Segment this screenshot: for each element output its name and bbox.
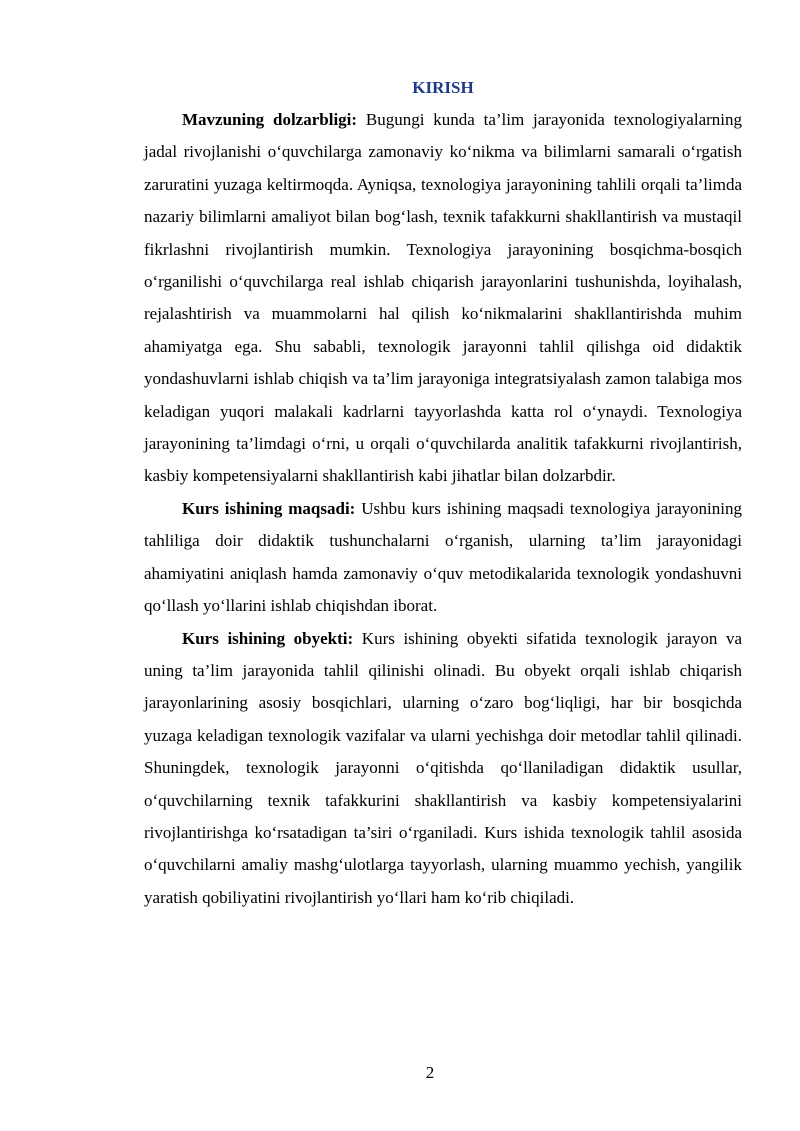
section-relevance-heading: Mavzuning dolzarbligi: [182, 110, 358, 129]
section-relevance-text: Bugungi kunda ta’lim jarayonida texnologiyalarning jadal rivojlanishi o‘quvchilarga zamonaviy ko‘nikma va bilimlarni samarali o‘rgatish zaruratini yuzaga keltirmoqda. Ayniqsa, texnologiya jarayonining tahlili orqali ta’limda nazariy bilimlarni amaliyot bilan bog‘lash, texnik tafakkurni shakllantirish va mustaqil fikrlashni rivojlantirish mumkin. Texnologiya jarayonining bosqichma-bosqich o‘rganilishi o‘quvchilarga real ishlab chiqarish jarayonlarini tushunishda, loyihalash, rejalashtirish va muammolarni hal qilish ko‘nikmalarini shakllantirishda muhim ahamiyatga ega. Shu sababli, texnologik jarayonni tahlil qilishga oid didaktik yondashuvlarni ishlab chiqish va ta’lim jarayoniga integratsiyalash zamon talabiga mos keladigan yuqori malakali kadrlarni tayyorlashda katta rol o‘ynaydi. Texnologiya jarayonining ta’limdagi o‘rni, u orqali o‘quvchilarda analitik tafakkurni rivojlantirish, kasbiy kompetensiyalarni shakllantirish kabi jihatlar bilan dolzarbdir. [144, 110, 742, 486]
section-relevance [144, 104, 742, 493]
section-goal-heading: Kurs ishining maqsadi: [182, 498, 356, 518]
section-goal [144, 493, 742, 623]
section-object [144, 623, 742, 915]
section-object-text: Kurs ishining obyekti sifatida texnologik jarayon va uning ta’lim jarayonida tahlil qilinishi olinadi. Bu obyekt orqali ishlab chiqarish jarayonlarining asosiy bosqichlari, ularning o‘zaro bog‘liqligi, har bir bosqichda yuzaga keladigan texnologik vazifalar va ularni yechishga doir metodlar tahlil qilinadi. Shuningdek, texnologik jarayonni o‘qitishda qo‘llaniladigan didaktik usullar, o‘quvchilarning texnik tafakkurini shakllantirish va kasbiy kompetensiyalarini rivojlantirishga ko‘rsatadigan ta’siri o‘rganiladi. Kurs ishida texnologik tahlil asosida o‘quvchilarni amaliy mashg‘ulotlarga tayyorlash, ularning muammo yechish, yangilik yaratish qobiliyatini rivojlantirish yo‘llari ham ko‘rib chiqiladi. [144, 628, 742, 907]
document-page [144, 72, 742, 914]
page-number: 2 [425, 1063, 435, 1082]
page-title: KIRISH [412, 78, 474, 97]
section-goal-text: Ushbu kurs ishining maqsadi texnologiya jarayonining tahliliga doir didaktik tushunchalarni o‘rganish, ularning ta’lim jarayonidagi ahamiyatini aniqlash hamda zamonaviy o‘quv metodikalarida texnologik yondashuvni qo‘llash yo‘llarini ishlab chiqishdan iborat. [144, 498, 743, 616]
section-object-heading: Kurs ishining obyekti: [182, 628, 354, 648]
